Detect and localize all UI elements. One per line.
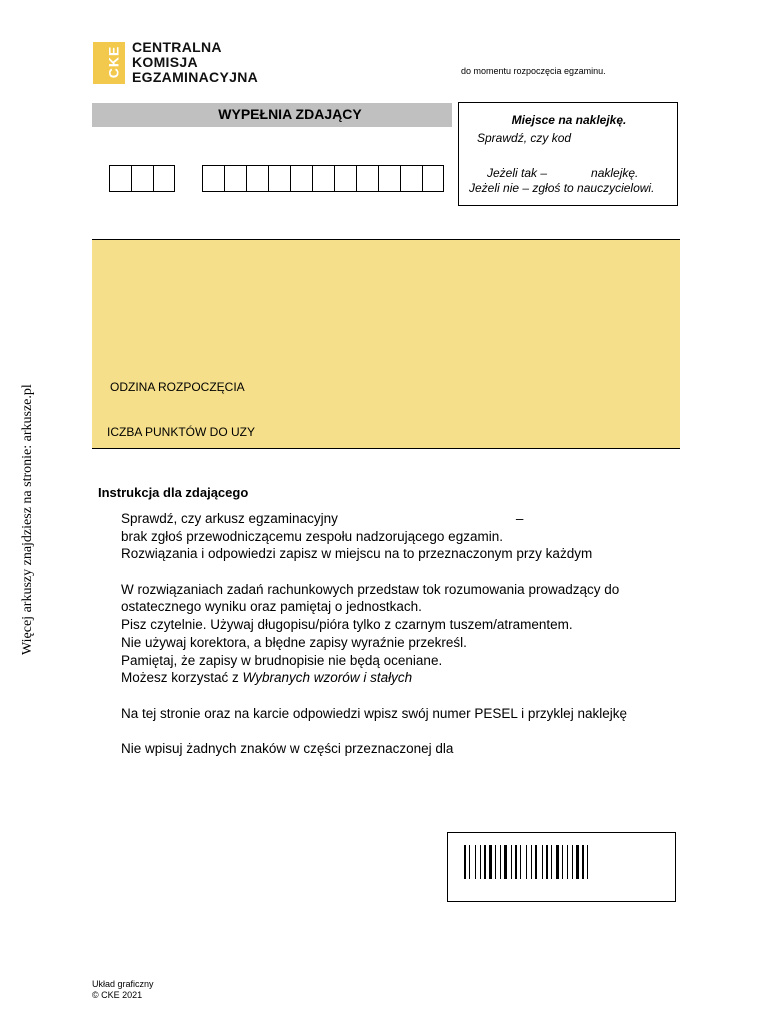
- panel-start-label: ODZINA ROZPOCZĘCIA: [110, 380, 245, 394]
- pesel-box-cell[interactable]: [422, 165, 444, 192]
- instruction-line: [121, 670, 412, 685]
- pesel-box-cell[interactable]: [224, 165, 246, 192]
- barcode-box: [447, 832, 676, 902]
- logo-line-2: KOMISJA: [132, 54, 198, 70]
- instruction-line: [121, 511, 523, 526]
- pesel-box-cell[interactable]: [312, 165, 334, 192]
- logo-mark: [93, 42, 125, 84]
- instruction-line: Nie używaj korektora, a błędne zapisy wyraźnie przekreśl.: [121, 635, 467, 650]
- pesel-box-cell[interactable]: [400, 165, 422, 192]
- fill-header-label: WYPEŁNIA ZDAJĄCY: [218, 106, 362, 122]
- instruction-line: Rozwiązania i odpowiedzi zapisz w miejscu na to przeznaczonym przy każdym: [121, 546, 593, 561]
- instruction-l1a: Sprawdź, czy arkusz egzaminacyjny: [121, 511, 338, 526]
- top-note: do momentu rozpoczęcia egzaminu.: [461, 66, 606, 76]
- logo-line-1: CENTRALNA: [132, 39, 222, 55]
- side-watermark-text: Więcej arkuszy znajdziesz na stronie: arkusze.pl: [20, 384, 35, 655]
- pesel-box-cell[interactable]: [290, 165, 312, 192]
- sticker-box: [458, 102, 678, 206]
- code-box-cell[interactable]: [131, 165, 153, 192]
- barcode-graphic: [464, 845, 660, 879]
- pesel-box-cell[interactable]: [246, 165, 268, 192]
- instruction-line: ostatecznego wyniku oraz pamiętaj o jednostkach.: [121, 599, 422, 614]
- instruction-line: W rozwiązaniach zadań rachunkowych przedstaw tok rozumowania prowadzący do: [121, 582, 620, 597]
- sticker-check: Sprawdź, czy kod: [477, 131, 572, 145]
- sticker-title: Miejsce na naklejkę.: [511, 113, 627, 127]
- pesel-box-cell[interactable]: [356, 165, 378, 192]
- instructions-title: Instrukcja dla zdającego: [98, 485, 249, 500]
- logo-mark-text: CKE: [105, 45, 122, 79]
- footer-layout: Układ graficzny: [92, 979, 154, 989]
- pesel-box-cell[interactable]: [202, 165, 224, 192]
- code-boxes-a: [109, 165, 175, 192]
- pesel-box-cell[interactable]: [334, 165, 356, 192]
- sticker-no-line: Jeżeli nie – zgłoś to nauczycielowi.: [469, 181, 655, 195]
- code-box-cell[interactable]: [153, 165, 175, 192]
- pesel-box-cell[interactable]: [268, 165, 290, 192]
- code-box-cell[interactable]: [109, 165, 131, 192]
- logo-line-3: EGZAMINACYJNA: [132, 69, 259, 85]
- instruction-l9-italic: Wybranych wzorów i stałych: [242, 670, 413, 685]
- instruction-l9-prefix: Możesz korzystać z: [121, 670, 243, 685]
- footer-copyright: © CKE 2021: [92, 990, 143, 1000]
- instruction-line: Pisz czytelnie. Używaj długopisu/pióra tylko z czarnym tuszem/atramentem.: [121, 617, 573, 632]
- sticker-yes-prefix: Jeżeli tak –: [487, 166, 548, 180]
- instruction-l1b: –: [515, 511, 524, 526]
- instruction-line: Pamiętaj, że zapisy w brudnopisie nie będą oceniane.: [121, 653, 443, 668]
- pesel-boxes: [202, 165, 444, 192]
- instruction-line: Na tej stronie oraz na karcie odpowiedzi wpisz swój numer PESEL i przyklej naklejkę: [121, 706, 627, 721]
- pesel-box-cell[interactable]: [378, 165, 400, 192]
- examiner-panel: [92, 240, 680, 449]
- sticker-yes-line: [487, 166, 638, 180]
- panel-points-label: ICZBA PUNKTÓW DO UZY: [107, 425, 256, 439]
- instruction-line: Nie wpisuj żadnych znaków w części przeznaczonej dla: [121, 741, 454, 756]
- sticker-yes-suffix: naklejkę.: [591, 166, 639, 180]
- instruction-line: brak zgłoś przewodniczącemu zespołu nadzorującego egzamin.: [121, 529, 503, 544]
- logo-text: [132, 40, 258, 85]
